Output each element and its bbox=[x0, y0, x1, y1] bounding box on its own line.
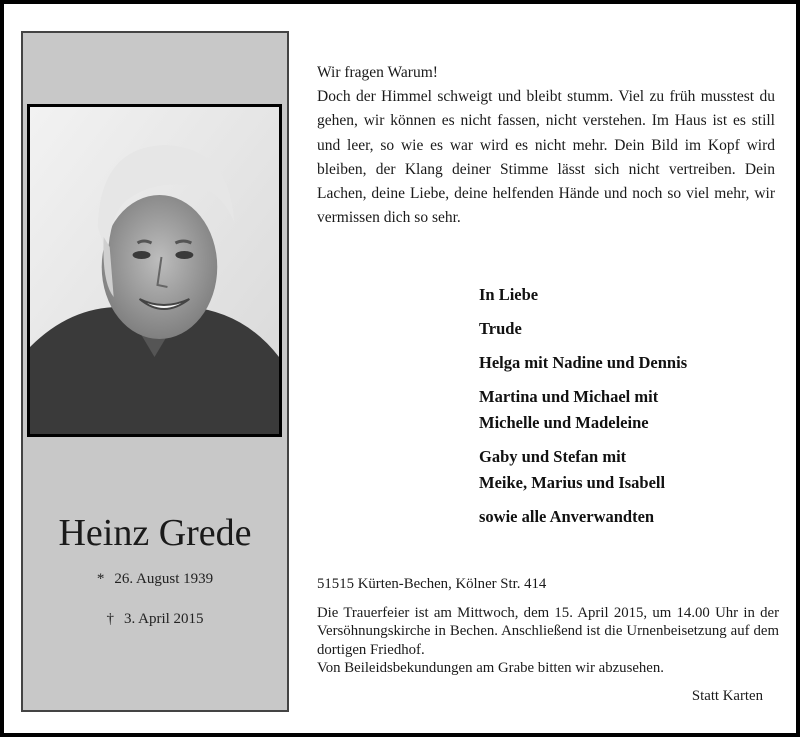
family-line: Trude bbox=[479, 319, 522, 338]
closing-note: Statt Karten bbox=[691, 688, 763, 704]
service-text: Die Trauerfeier ist am Mittwoch, dem 15. April 2015, um 14.00 Uhr in der Versöhnungskirche in Bechen. Anschließend ist die Urnenbeisetzung auf dem dortigen Friedhof. bbox=[317, 605, 779, 658]
family-group bbox=[479, 316, 779, 342]
family-group bbox=[479, 282, 779, 308]
family-group bbox=[479, 350, 779, 376]
family-group bbox=[479, 384, 779, 436]
family-line: In Liebe bbox=[479, 285, 539, 304]
birth-date-line bbox=[23, 571, 287, 588]
family-group bbox=[479, 504, 779, 530]
family-group bbox=[479, 444, 779, 496]
portrait-image bbox=[30, 107, 279, 434]
poem-line: Doch der Himmel schweigt und bleibt stumm. Viel zu früh musstest du gehen, wir können es nicht fassen, nicht verstehen. Im Haus ist es still und leer, so wie es war wird es nicht mehr. Dein Bild im Kopf wird bleiben, der Klang deiner Stimme lässt sich nicht vertreiben. Dein Lachen, deine Liebe, deine helfenden Hände und noch so viel mehr, wir vermissen dich so sehr. bbox=[317, 88, 775, 227]
death-date-line bbox=[23, 611, 287, 628]
poem-line: Wir fragen Warum! bbox=[317, 64, 438, 81]
birth-date: 26. August 1939 bbox=[114, 571, 214, 587]
condolence-note: Von Beileidsbekundungen am Grabe bitten wir abzusehen. bbox=[317, 660, 664, 677]
death-cross-icon: † bbox=[106, 611, 114, 627]
funeral-service-info bbox=[317, 604, 779, 678]
family-signatures bbox=[479, 282, 779, 538]
portrait-photo bbox=[27, 104, 282, 437]
death-date: 3. April 2015 bbox=[123, 611, 204, 627]
family-address: 51515 Kürten-Bechen, Kölner Str. 414 bbox=[317, 576, 547, 592]
portrait-sidebar bbox=[21, 31, 289, 712]
memorial-poem bbox=[317, 61, 775, 230]
family-line: Helga mit Nadine und Dennis bbox=[479, 353, 688, 372]
deceased-name: Heinz Grede bbox=[58, 512, 252, 554]
family-line: Michelle und Madeleine bbox=[479, 413, 649, 432]
birth-star-icon: * bbox=[96, 571, 105, 587]
family-line: Gaby und Stefan mit bbox=[479, 447, 627, 466]
family-line: sowie alle Anverwandten bbox=[479, 507, 655, 526]
family-line: Martina und Michael mit bbox=[479, 387, 659, 406]
family-line: Meike, Marius und Isabell bbox=[479, 473, 666, 492]
